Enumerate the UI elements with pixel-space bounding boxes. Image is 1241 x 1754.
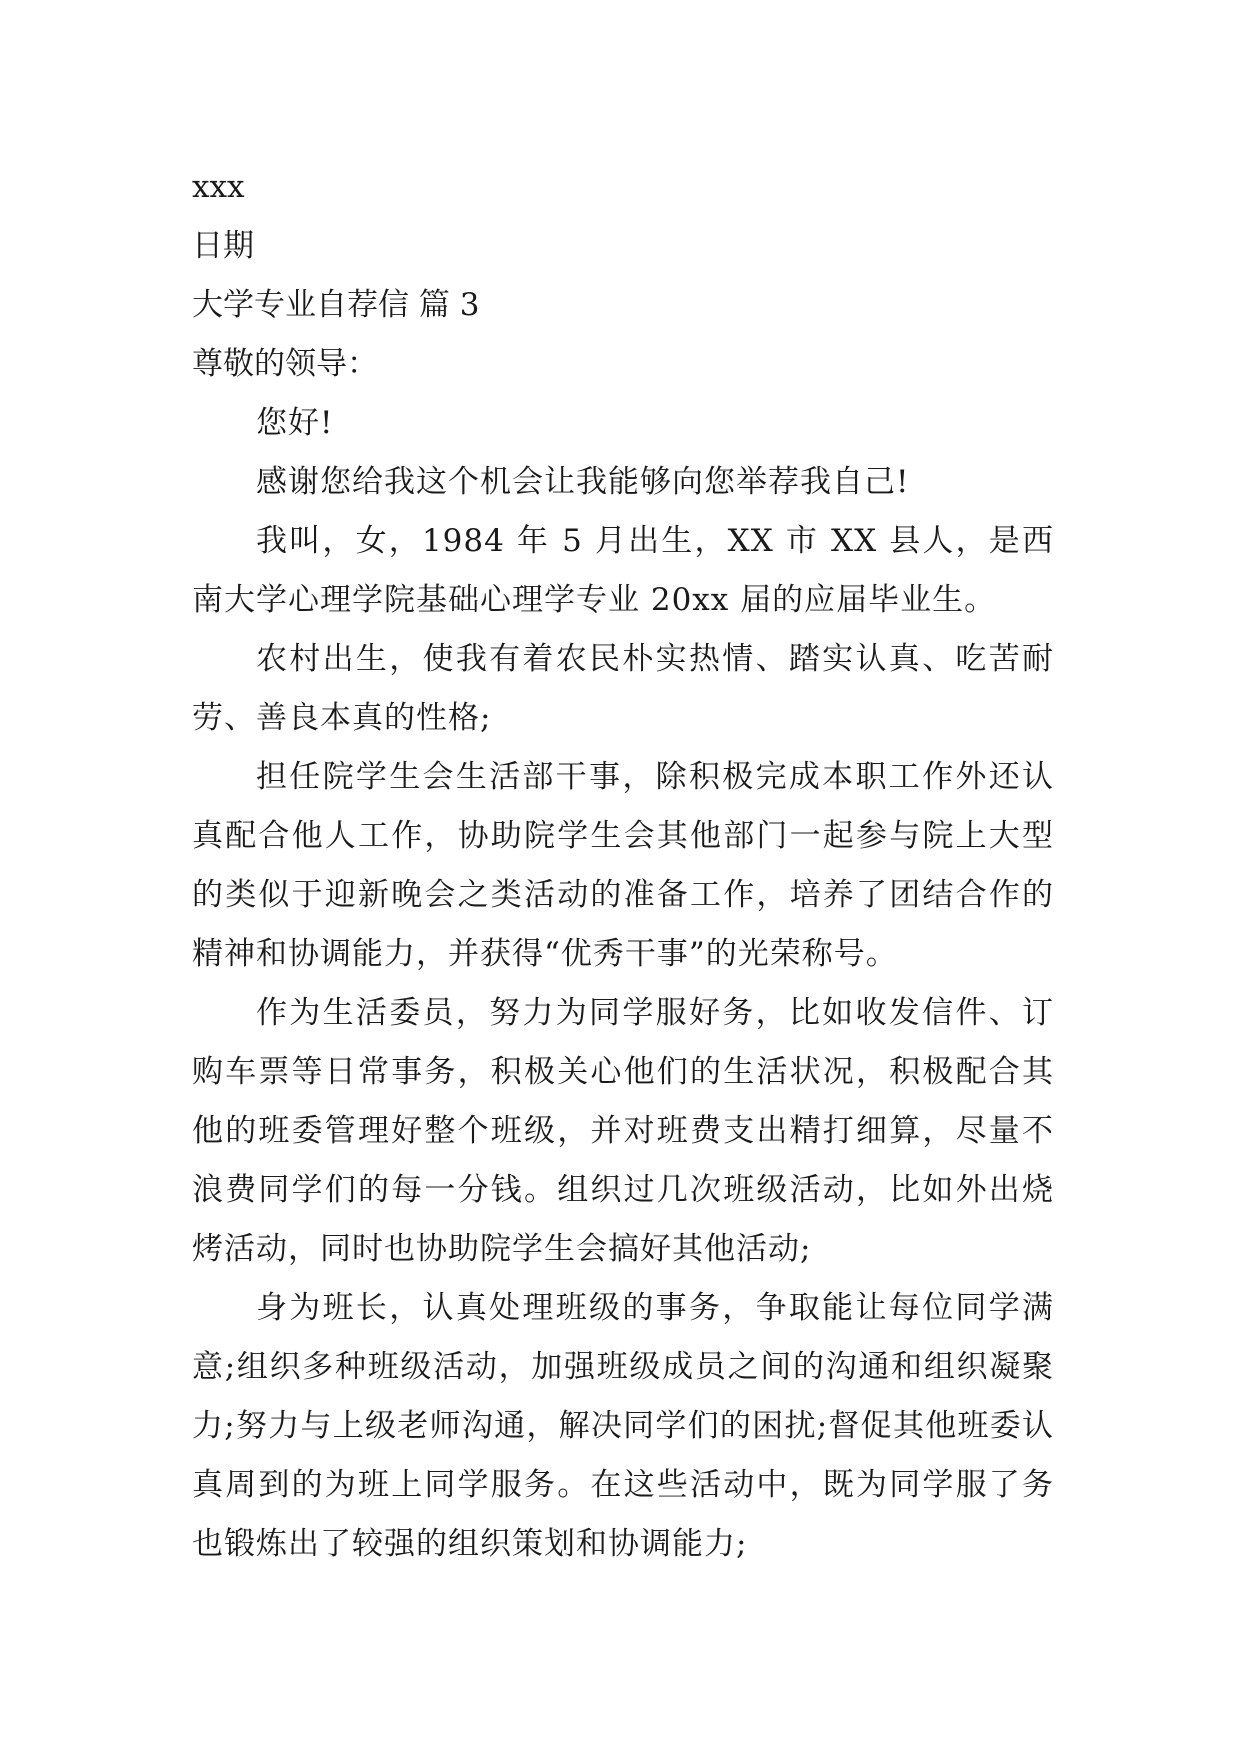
letter-content [192, 158, 1054, 1574]
paragraph-thanks: 感谢您给我这个机会让我能够向您举荐我自己! [256, 464, 910, 500]
date-line: 日期 [192, 228, 254, 264]
paragraph-intro: 我叫，女，1984 年 5 月出生，XX 市 XX 县人，是西南大学心理学院基础心理学专业 20xx 届的应届毕业生。 [192, 523, 1054, 618]
greeting: 您好! [256, 405, 334, 441]
paragraph-class-monitor: 身为班长，认真处理班级的事务，争取能让每位同学满意;组织多种班级活动，加强班级成员之间的沟通和组织凝聚力;努力与上级老师沟通，解决同学们的困扰;督促其他班委认真周到的为班上同学服务。在这些活动中，既为同学服了务也锻炼出了较强的组织策划和协调能力; [192, 1290, 1054, 1562]
paragraph-life-committee: 作为生活委员，努力为同学服好务，比如收发信件、订购车票等日常事务，积极关心他们的生活状况，积极配合其他的班委管理好整个班级，并对班费支出精打细算，尽量不浪费同学们的每一分钱。组织过几次班级活动，比如外出烧烤活动，同时也协助院学生会搞好其他活动; [192, 995, 1054, 1267]
sender-name: xxx [192, 169, 245, 205]
paragraph-student-union: 担任院学生会生活部干事，除积极完成本职工作外还认真配合他人工作，协助院学生会其他部门一起参与院上大型的类似于迎新晚会之类活动的准备工作，培养了团结合作的精神和协调能力，并获得“优秀干事”的光荣称号。 [192, 759, 1054, 972]
letter-title: 大学专业自荐信 篇 3 [192, 287, 480, 323]
paragraph-character: 农村出生，使我有着农民朴实热情、踏实认真、吃苦耐劳、善良本真的性格; [192, 641, 1054, 736]
salutation: 尊敬的领导： [192, 346, 378, 382]
